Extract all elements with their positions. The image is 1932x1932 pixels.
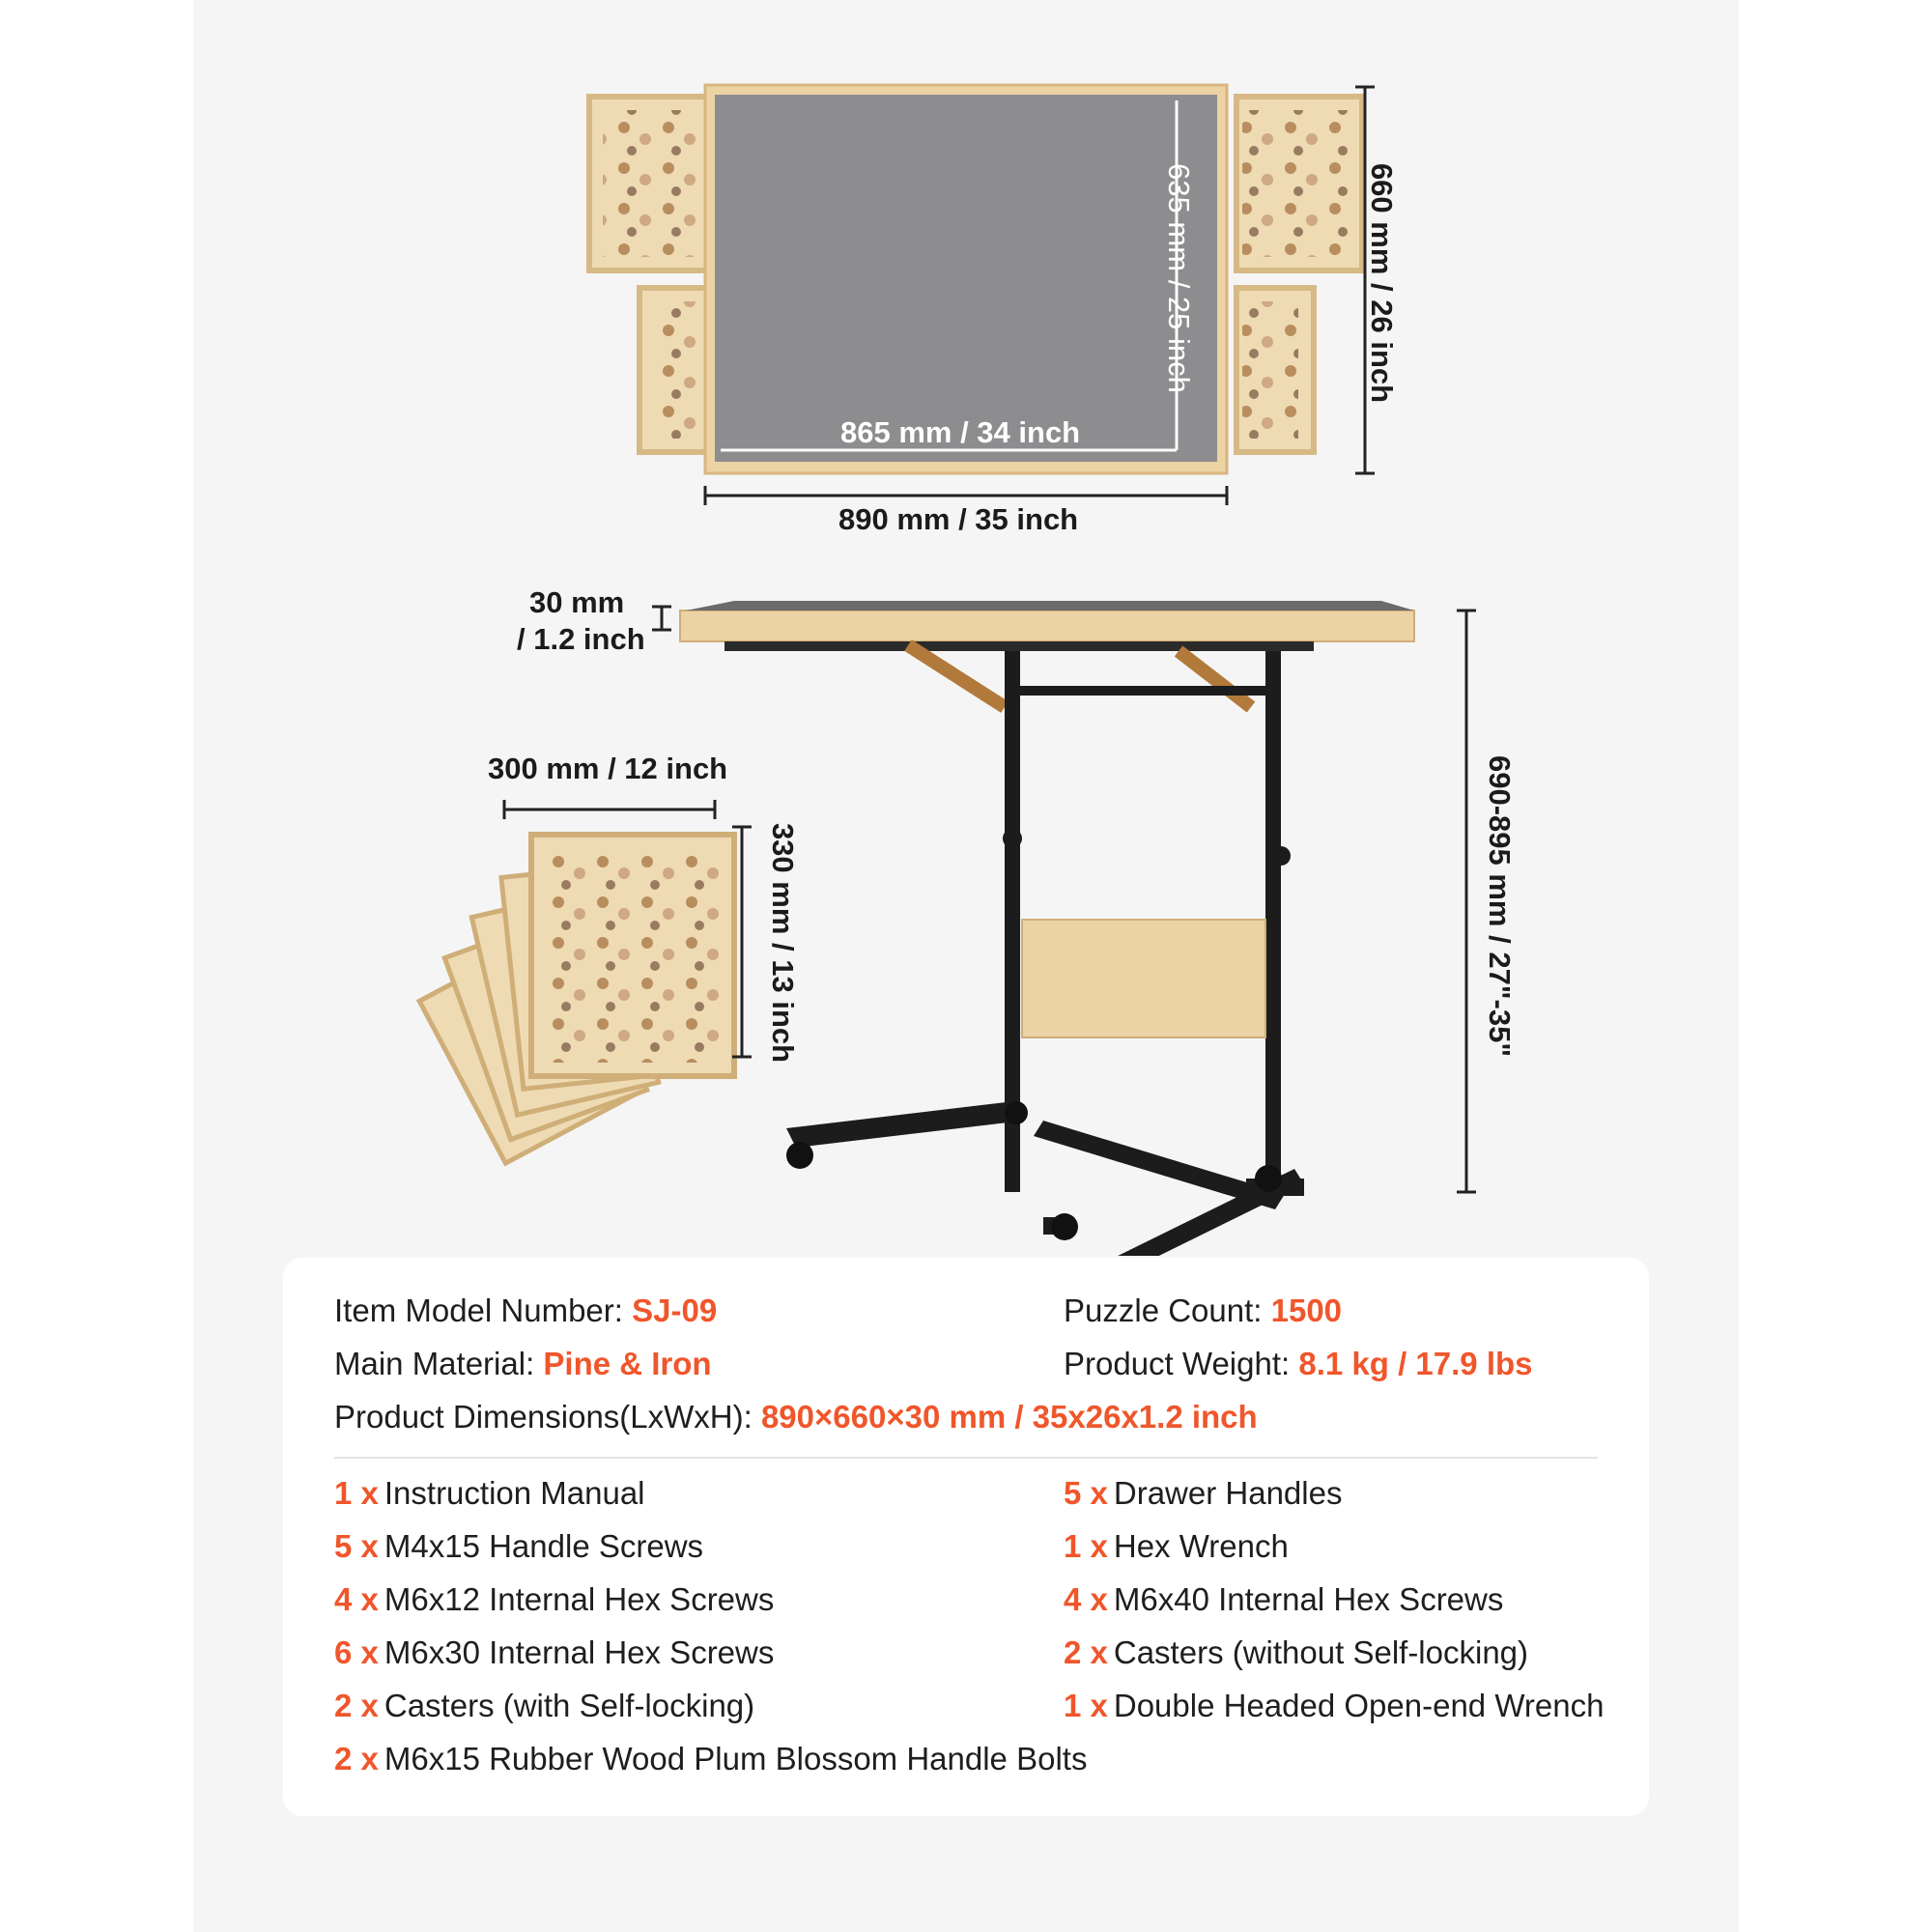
accessory-item: 1 x Double Headed Open-end Wrench: [1064, 1688, 1605, 1723]
accessory-item: 2 x Casters (without Self-locking): [1064, 1634, 1529, 1670]
drawer-width-label: 300 mm / 12 inch: [488, 752, 728, 785]
spec-divider: [334, 1457, 1598, 1459]
top-height-label: 660 mm / 26 inch: [1365, 162, 1399, 404]
accessory-item: 6 x M6x30 Internal Hex Screws: [334, 1634, 775, 1670]
accessory-item: 5 x M4x15 Handle Screws: [334, 1528, 704, 1564]
accessory-item: 5 x Drawer Handles: [1064, 1475, 1343, 1511]
felt-width-label: 865 mm / 34 inch: [840, 415, 1081, 449]
accessory-item: 2 x Casters (with Self-locking): [334, 1688, 755, 1723]
dimension-lines-top: [0, 0, 1932, 541]
felt-height-label: 635 mm / 25 inch: [1162, 163, 1196, 393]
accessory-item: 4 x M6x12 Internal Hex Screws: [334, 1581, 775, 1617]
accessory-item: 1 x Instruction Manual: [334, 1475, 645, 1511]
spec-puzzle-count: Puzzle Count: 1500: [1064, 1293, 1343, 1328]
spec-dimensions: Product Dimensions(LxWxH): 890×660×30 mm / 35x26x1.2 inch: [334, 1399, 1258, 1435]
drawer-height-label: 330 mm / 13 inch: [766, 822, 800, 1064]
top-width-label: 890 mm / 35 inch: [838, 502, 1079, 536]
spec-model: Item Model Number: SJ-09: [334, 1293, 718, 1328]
thickness-label-line2: / 1.2 inch: [517, 622, 645, 656]
dimension-lines-drawer: [0, 773, 1932, 1082]
accessory-item: 2 x M6x15 Rubber Wood Plum Blossom Handle Bolts: [334, 1741, 1088, 1776]
accessory-item: 4 x M6x40 Internal Hex Screws: [1064, 1581, 1504, 1617]
spec-weight: Product Weight: 8.1 kg / 17.9 lbs: [1064, 1346, 1533, 1381]
accessory-item: 1 x Hex Wrench: [1064, 1528, 1289, 1564]
thickness-label-line1: 30 mm: [529, 585, 625, 619]
table-height-label: 690-895 mm / 27"-35": [1483, 754, 1517, 1058]
spec-material: Main Material: Pine & Iron: [334, 1346, 712, 1381]
